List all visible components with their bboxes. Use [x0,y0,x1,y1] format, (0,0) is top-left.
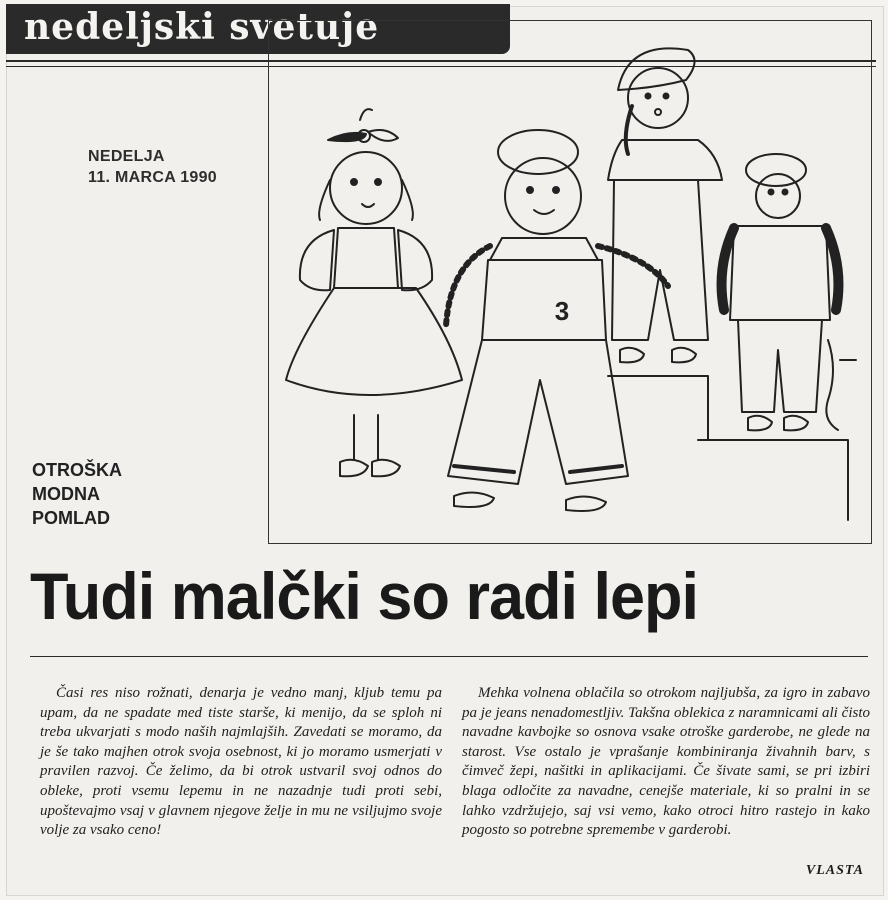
kicker-line-2: MODNA [32,484,100,504]
dateline [88,146,217,188]
boy-beret-figure [722,154,839,430]
article-headline: Tudi malčki so radi lepi [30,560,699,634]
girl-figure [286,109,462,476]
section-kicker [32,458,122,530]
article-column-right [462,684,870,841]
girl-hat-figure [608,48,722,362]
article-paragraph-right: Mehka volnena oblačila so otrokom najljubša, za igro in zabavo pa je jeans nenadomestljiv. Takšna oblekica z naramnicami ali čisto navadne kavbojke so osnova vsake otroške garderobe, ne glede na starost. Vse ostalo je vprašanje kombiniranja živahnih barv, s čimveč žepi, našitki in aplikacijami. Če šivate sami, se pri izbiri blaga odločite za navadne, cenejše materiale, ki so pralni in se lahko vzdržujejo, saj vsi vemo, kako otroci hitro rastejo in kako pogosto so potrebne spremembe v garderobi. [462,685,870,839]
article-paragraph-left: Časi res niso rožnati, denarja je vedno manj, kljub temu pa upam, da ne spadate med tiste starše, ki menijo, da se sploh ni treba ukvarjati s modo naših najmlajših. Zavedati se moramo, da je še tako majhen otrok svoja osebnost, ki jo moramo usmerjati v pravilen razvoj. Če želimo, da bi otrok ustvaril svoj odnos do obleke, proti vsemu lepemu in ne nazadnje tudi proti sebi, upoštevajmo vsaj v glavnem njegove želje in mu ne vsiljujmo svoje volje za vsako ceno! [40,685,442,839]
kicker-line-3: POMLAD [32,508,110,528]
dateline-date: 11. MARCA 1990 [88,169,217,186]
author-signature: VLASTA [805,863,864,878]
shirt-number: 3 [554,296,570,326]
headline-rule [30,656,868,657]
boy-figure [446,130,668,511]
column-title: nedeljski svetuje [24,6,380,48]
artist-signature [826,340,856,430]
step-platform-mid [608,376,708,440]
kicker-line-1: OTROŠKA [32,460,122,480]
children-fashion-illustration [268,20,870,550]
article-column-left [40,684,442,841]
dateline-day: NEDELJA [88,148,165,165]
step-platform-right [698,440,848,520]
